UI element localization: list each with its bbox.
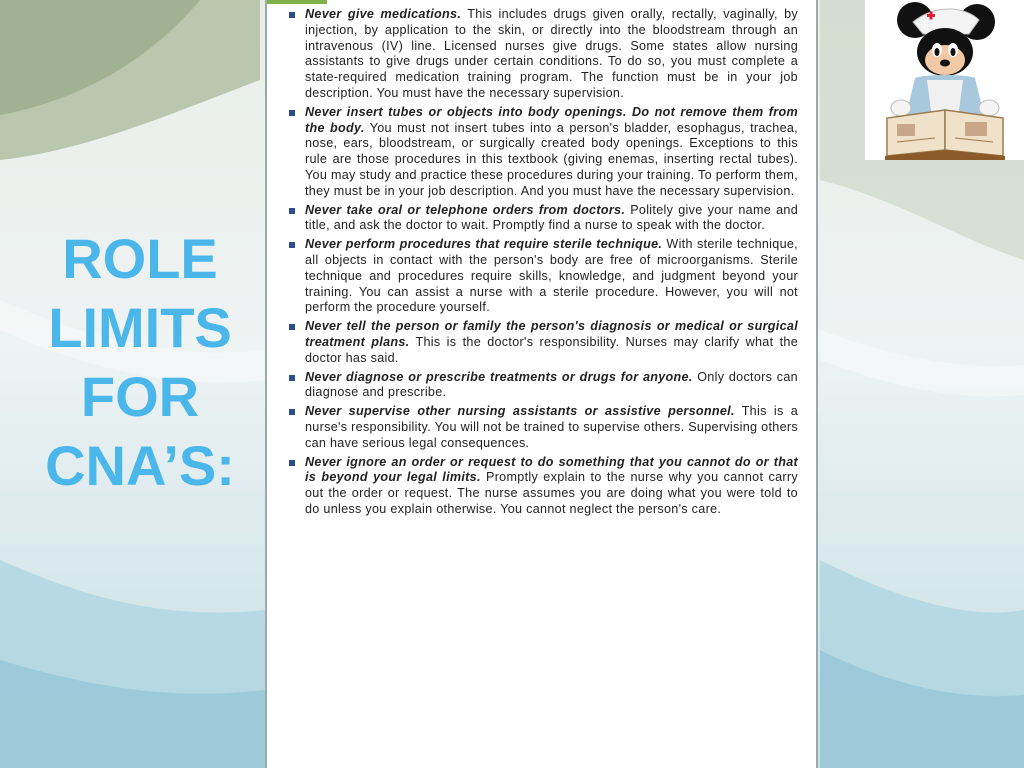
rule-body: This includes drugs given orally, rectally, vaginally, by injection, by application to the skin, or directly into the bloodstream through an intravenous (IV) line. Licensed nurses give drugs. Some states allow nursing assistants to give drugs under certain conditions. To do so, you must complete a state-required medication training program. The function must be in your job description. You must have the necessary supervision.: [305, 7, 798, 100]
square-bullet-icon: [289, 409, 295, 415]
rule-lead: Never tell the person or family the person's diagnosis or medical or surgical treatment plans.: [305, 319, 798, 349]
rule-body: Politely give your name and title, and ask the doctor to wait. Promptly find a nurse to speak with the doctor.: [305, 202, 798, 233]
rules-list: [267, 0, 816, 518]
rule-item: [287, 203, 798, 235]
rule-lead: Never insert tubes or objects into body openings. Do not remove them from the body.: [305, 104, 798, 135]
square-bullet-icon: [289, 375, 295, 381]
rule-body: Promptly explain to the nurse why you cannot carry out the order or request. The nurse assumes you are doing what you were told to do unless you explain otherwise. You cannot neglect the person's care.: [305, 470, 798, 516]
title-line: ROLE: [62, 227, 218, 290]
square-bullet-icon: [289, 12, 295, 18]
rule-item: [287, 105, 798, 200]
rule-body: Only doctors can diagnose and prescribe.: [305, 369, 798, 400]
nurse-mouse-illustration: [865, 0, 1024, 160]
square-bullet-icon: [289, 242, 295, 248]
square-bullet-icon: [289, 208, 295, 214]
rule-lead: Never ignore an order or request to do something that you cannot do or that is beyond your legal limits.: [305, 454, 798, 485]
rule-body: This is the doctor's responsibility. Nurses may clarify what the doctor has said.: [305, 334, 798, 365]
square-bullet-icon: [289, 324, 295, 330]
slide-title: [20, 224, 260, 500]
page-top-bar: [267, 0, 327, 4]
title-line: FOR: [80, 365, 200, 428]
rule-item: [287, 404, 798, 451]
textbook-page-image: [265, 0, 818, 768]
rule-lead: Never give medications.: [305, 7, 462, 21]
square-bullet-icon: [289, 460, 295, 466]
rule-item: [287, 7, 798, 102]
rule-lead: Never take oral or telephone orders from doctors.: [305, 202, 626, 217]
rule-body: With sterile technique, all objects in contact with the person's body are free of microorganisms. Sterile technique and procedures require skills, knowledge, and judgment beyond your training. You can assist a nurse with a sterile procedure. However, you will not perform the procedure yourself.: [305, 237, 798, 315]
rule-lead: Never perform procedures that require sterile technique.: [305, 237, 663, 252]
square-bullet-icon: [289, 110, 295, 116]
title-line: LIMITS: [48, 296, 232, 359]
rule-body: You must not insert tubes into a person's bladder, esophagus, trachea, nose, ears, bloodstream, or surgically created body openings. Exceptions to this rule are those procedures in this textbook (giving enemas, inserting rectal tubes). You may study and practice these procedures during your training. To perform them, they must be in your job description. And you must have the necessary supervision.: [305, 120, 798, 198]
rule-item: [287, 237, 798, 316]
rule-item: [287, 455, 798, 518]
rule-item: [287, 319, 798, 366]
nurse-mouse-picture: [865, 0, 1024, 160]
title-line: CNA’S:: [45, 434, 235, 497]
rule-body: This is a nurse's responsibility. You will not be trained to supervise others. Supervising others can have serious legal consequences.: [305, 404, 798, 450]
rule-item: [287, 370, 798, 402]
rule-lead: Never supervise other nursing assistants or assistive personnel.: [305, 404, 735, 419]
rule-lead: Never diagnose or prescribe treatments or drugs for anyone.: [305, 369, 693, 384]
